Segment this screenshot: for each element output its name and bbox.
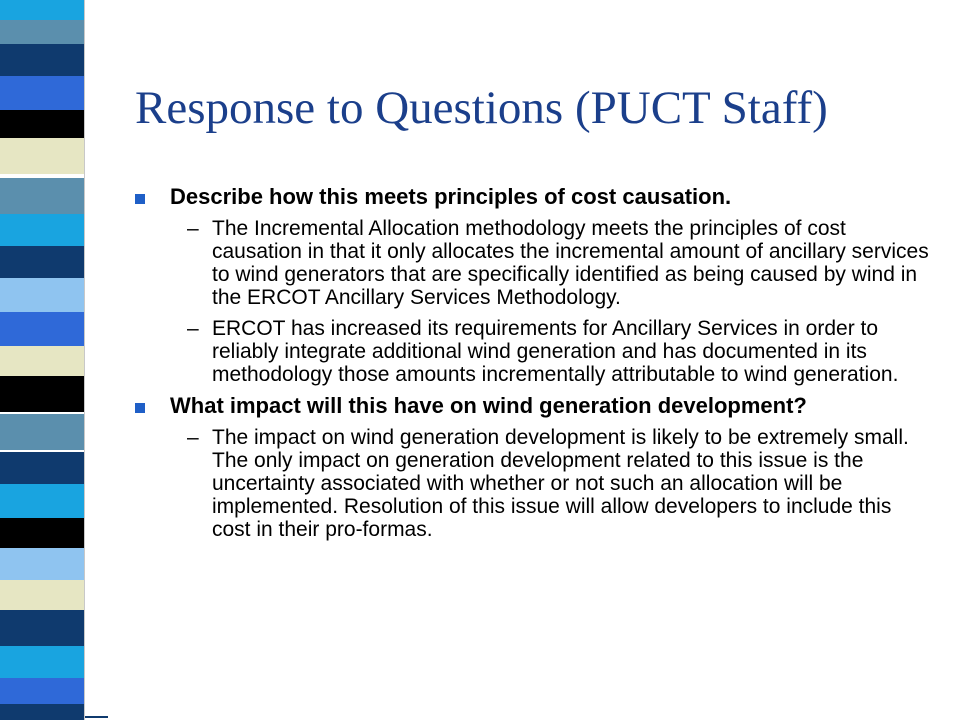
square-bullet-icon xyxy=(135,194,145,204)
sub-bullet-text: The impact on wind generation development is likely to be extremely small. The only impact on generation development related to this issue is the uncertainty associated with whether or not such an allocation will be implemented. Resolution of this issue will allow developers to include this cost in their pro-formas. xyxy=(212,426,909,541)
bullet-item xyxy=(135,185,935,209)
sub-bullet-item xyxy=(135,217,935,309)
sub-bullet-text: ERCOT has increased its requirements for Ancillary Services in order to reliably integrate additional wind generation and has documented in its methodology those amounts incrementally attributable to wind generation. xyxy=(212,317,899,386)
stripe xyxy=(84,716,108,718)
sub-bullet-item xyxy=(135,317,935,386)
slide-title: Response to Questions (PUCT Staff) xyxy=(135,82,828,134)
bullet-text: Describe how this meets principles of cost causation. xyxy=(170,184,732,209)
dash-icon: – xyxy=(187,217,199,240)
sub-bullet-text: The Incremental Allocation methodology meets the principles of cost causation in that it only allocates the incremental amount of ancillary services to wind generators that are specifically identified as being caused by wind in the ERCOT Ancillary Services Methodology. xyxy=(212,217,929,309)
bullet-item xyxy=(135,394,935,418)
bullet-text: What impact will this have on wind generation development? xyxy=(170,393,807,418)
decorative-stripe-bar xyxy=(0,0,108,720)
square-bullet-icon xyxy=(135,403,145,413)
sub-bullet-item xyxy=(135,426,935,541)
dash-icon: – xyxy=(187,426,199,449)
stripe-bar-edge xyxy=(0,0,85,720)
dash-icon: – xyxy=(187,317,199,340)
slide-body xyxy=(135,185,935,541)
